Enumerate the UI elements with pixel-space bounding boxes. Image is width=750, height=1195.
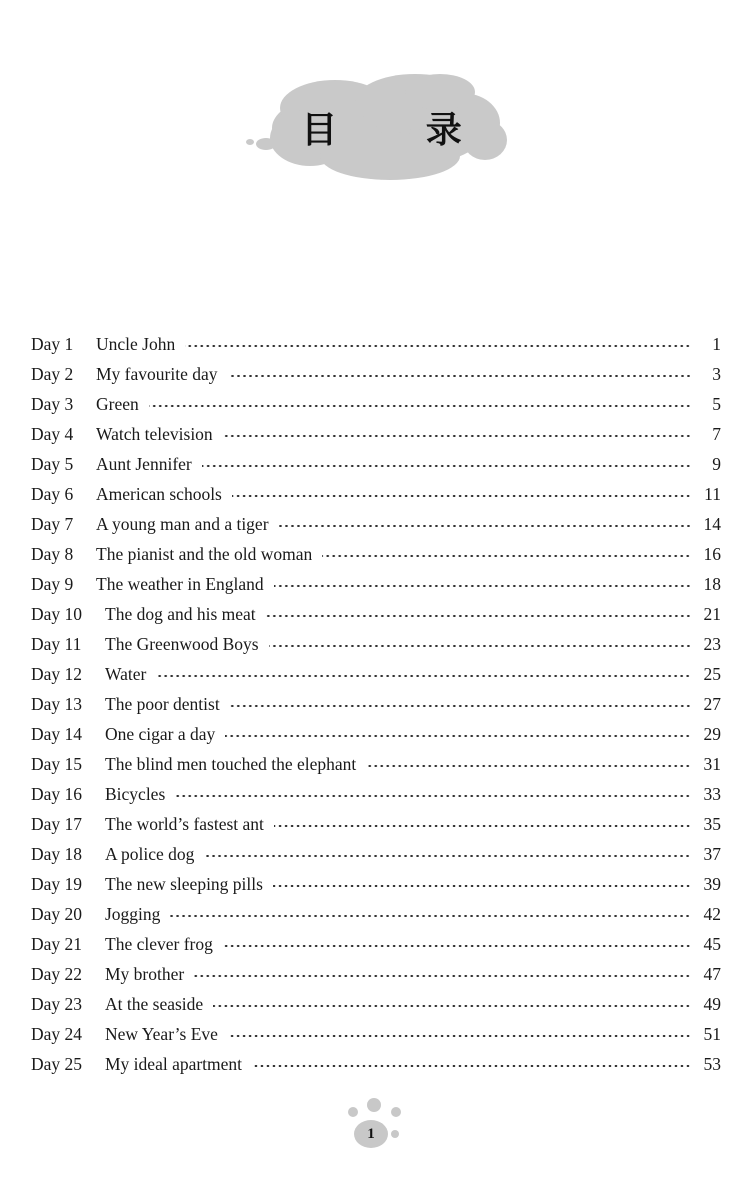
toc-page-number: 27 xyxy=(703,694,721,714)
toc-title: The poor dentist xyxy=(105,694,220,714)
dot-leader xyxy=(223,435,691,437)
toc-entry[interactable] xyxy=(31,659,721,689)
toc-title: The dog and his meat xyxy=(105,604,256,624)
toc-title: A police dog xyxy=(105,844,195,864)
dot-leader xyxy=(322,555,691,557)
toc-day-label: Day 4 xyxy=(31,424,74,444)
toc-day-label: Day 19 xyxy=(31,874,83,894)
page-number: 1 xyxy=(367,1125,375,1142)
toc-page-number: 42 xyxy=(703,904,721,924)
toc-day-label: Day 16 xyxy=(31,784,83,804)
toc-entry[interactable] xyxy=(31,959,721,989)
toc-day-label: Day 12 xyxy=(31,664,83,684)
toc-page-number: 37 xyxy=(703,844,721,864)
toc-entry[interactable] xyxy=(31,869,721,899)
toc-day-label: Day 1 xyxy=(31,334,74,354)
toc-entry[interactable] xyxy=(31,539,721,569)
toc-page-number: 47 xyxy=(703,964,721,984)
toc-page-number: 5 xyxy=(712,394,721,414)
toc-title: Uncle John xyxy=(96,334,176,354)
toc-page-number: 35 xyxy=(703,814,721,834)
toc-day-label: Day 15 xyxy=(31,754,83,774)
toc-title: My favourite day xyxy=(96,364,218,384)
toc-day-label: Day 24 xyxy=(31,1024,83,1044)
toc-title: New Year’s Eve xyxy=(105,1024,218,1044)
toc-day-label: Day 11 xyxy=(31,634,82,654)
toc-page-number: 11 xyxy=(704,484,721,504)
toc-entry[interactable] xyxy=(31,929,721,959)
toc-entry[interactable] xyxy=(31,749,721,779)
dot-leader xyxy=(279,525,691,527)
toc-title: The clever frog xyxy=(105,934,213,954)
toc-title: Green xyxy=(96,394,139,414)
dot-leader xyxy=(194,975,691,977)
toc-title: The weather in England xyxy=(96,574,264,594)
toc-entry[interactable] xyxy=(31,629,721,659)
dot-leader xyxy=(175,795,691,797)
table-of-contents xyxy=(31,329,721,1079)
toc-day-label: Day 22 xyxy=(31,964,83,984)
dot-leader xyxy=(170,915,691,917)
toc-day-label: Day 5 xyxy=(31,454,74,474)
toc-page-number: 53 xyxy=(703,1054,721,1074)
toc-page-number: 39 xyxy=(703,874,721,894)
toc-page-number: 16 xyxy=(703,544,721,564)
toc-entry[interactable] xyxy=(31,389,721,419)
toc-day-label: Day 10 xyxy=(31,604,83,624)
toc-entry[interactable] xyxy=(31,689,721,719)
toc-entry[interactable] xyxy=(31,809,721,839)
toc-title: Aunt Jennifer xyxy=(96,454,192,474)
toc-entry[interactable] xyxy=(31,359,721,389)
toc-title: A young man and a tiger xyxy=(96,514,269,534)
dot-leader xyxy=(366,765,691,767)
toc-page-number: 33 xyxy=(703,784,721,804)
toc-entry[interactable] xyxy=(31,329,721,359)
toc-entry[interactable] xyxy=(31,779,721,809)
toc-page-number: 7 xyxy=(712,424,721,444)
dot-leader xyxy=(252,1065,691,1067)
toc-day-label: Day 17 xyxy=(31,814,83,834)
dot-leader xyxy=(232,495,691,497)
toc-day-label: Day 9 xyxy=(31,574,74,594)
dot-leader xyxy=(269,645,691,647)
toc-title: The world’s fastest ant xyxy=(105,814,264,834)
toc-entry[interactable] xyxy=(31,1049,721,1079)
toc-entry[interactable] xyxy=(31,509,721,539)
dot-leader xyxy=(274,825,691,827)
toc-entry[interactable] xyxy=(31,839,721,869)
toc-day-label: Day 25 xyxy=(31,1054,83,1074)
toc-page-number: 9 xyxy=(712,454,721,474)
toc-title: My brother xyxy=(105,964,185,984)
toc-title: Bicycles xyxy=(105,784,166,804)
toc-page-number: 29 xyxy=(703,724,721,744)
toc-entry[interactable] xyxy=(31,479,721,509)
toc-title: My ideal apartment xyxy=(105,1054,243,1074)
dot-leader xyxy=(223,945,691,947)
toc-day-label: Day 13 xyxy=(31,694,83,714)
toc-day-label: Day 21 xyxy=(31,934,83,954)
toc-title: American schools xyxy=(96,484,222,504)
toc-title: One cigar a day xyxy=(105,724,216,744)
dot-leader xyxy=(266,615,691,617)
toc-title: Watch television xyxy=(96,424,213,444)
toc-title: The pianist and the old woman xyxy=(96,544,313,564)
toc-entry[interactable] xyxy=(31,419,721,449)
toc-title: The new sleeping pills xyxy=(105,874,263,894)
dot-leader xyxy=(273,885,691,887)
toc-page-number: 49 xyxy=(703,994,721,1014)
page-title: 目 录 xyxy=(301,109,500,151)
toc-page-number: 45 xyxy=(703,934,721,954)
toc-entry[interactable] xyxy=(31,1019,721,1049)
toc-page-number: 23 xyxy=(703,634,721,654)
toc-day-label: Day 23 xyxy=(31,994,83,1014)
toc-day-label: Day 3 xyxy=(31,394,74,414)
dot-leader xyxy=(228,375,692,377)
toc-page-number: 14 xyxy=(703,514,721,534)
toc-entry[interactable] xyxy=(31,449,721,479)
toc-title: Water xyxy=(105,664,147,684)
dot-leader xyxy=(230,705,691,707)
toc-entry[interactable] xyxy=(31,719,721,749)
toc-day-label: Day 20 xyxy=(31,904,83,924)
dot-leader xyxy=(156,675,691,677)
dot-leader xyxy=(228,1035,691,1037)
title-cloud xyxy=(240,68,515,186)
dot-leader xyxy=(213,1005,691,1007)
dot-leader xyxy=(185,345,691,347)
toc-title: The Greenwood Boys xyxy=(105,634,259,654)
toc-page-number: 1 xyxy=(712,334,721,354)
dot-leader xyxy=(149,405,691,407)
dot-leader xyxy=(204,855,691,857)
toc-entry[interactable] xyxy=(31,899,721,929)
toc-entry[interactable] xyxy=(31,599,721,629)
toc-entry[interactable] xyxy=(31,989,721,1019)
toc-page-number: 51 xyxy=(703,1024,721,1044)
toc-page-number: 18 xyxy=(703,574,721,594)
toc-title: At the seaside xyxy=(105,994,204,1014)
toc-day-label: Day 7 xyxy=(31,514,74,534)
toc-day-label: Day 8 xyxy=(31,544,74,564)
toc-day-label: Day 14 xyxy=(31,724,83,744)
dot-leader xyxy=(274,585,691,587)
toc-page-number: 3 xyxy=(712,364,721,384)
toc-day-label: Day 2 xyxy=(31,364,74,384)
toc-page-number: 21 xyxy=(703,604,721,624)
toc-page-number: 31 xyxy=(703,754,721,774)
toc-entry[interactable] xyxy=(31,569,721,599)
toc-title: Jogging xyxy=(105,904,161,924)
toc-title: The blind men touched the elephant xyxy=(105,754,357,774)
toc-day-label: Day 18 xyxy=(31,844,83,864)
toc-day-label: Day 6 xyxy=(31,484,74,504)
dot-leader xyxy=(225,735,691,737)
toc-page-number: 25 xyxy=(703,664,721,684)
dot-leader xyxy=(202,465,691,467)
